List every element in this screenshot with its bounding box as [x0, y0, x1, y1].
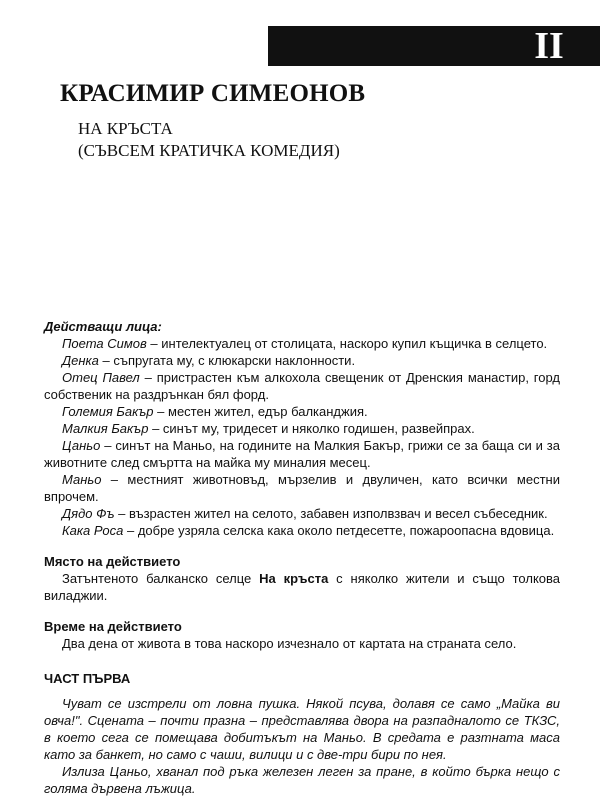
- character-desc: – интелектуалец от столицата, наскоро купил къщичка в селцето.: [146, 336, 548, 351]
- character-desc: – местен жител, едър балканджия.: [153, 404, 368, 419]
- place-name: На кръста: [259, 571, 329, 586]
- spacer: [44, 652, 560, 668]
- character-entry: [44, 369, 560, 403]
- character-name: Големия Бакър: [62, 404, 154, 419]
- spacer: [44, 687, 560, 695]
- character-desc: – синът на Маньо, на годините на Малкия Бакър, грижи се за баща си и за животните след смъртта на майка му миналия месец.: [44, 438, 560, 470]
- character-name: Дядо Фъ: [62, 506, 115, 521]
- author-name: КРАСИМИР СИМЕОНОВ: [60, 80, 366, 107]
- time-heading: Време на действието: [44, 619, 182, 634]
- character-desc: – възрастен жител на селото, забавен изполвзвач и весел събеседник.: [114, 506, 548, 521]
- play-title: [78, 118, 340, 162]
- document-body: [44, 318, 560, 797]
- place-text-before: Затънтеното балканско селце: [62, 571, 260, 586]
- character-entry: [44, 335, 560, 352]
- part-one-heading: ЧАСТ ПЪРВА: [44, 671, 131, 686]
- character-entry: [44, 471, 560, 505]
- character-entry: [44, 403, 560, 420]
- character-name: Отец Павел: [62, 370, 140, 385]
- spacer: [44, 604, 560, 618]
- page-number: II: [534, 25, 564, 67]
- character-name: Денка: [62, 353, 99, 368]
- character-entry: [44, 352, 560, 369]
- place-heading: Място на действието: [44, 554, 181, 569]
- stage-direction: Чуват се изстрели от ловна пушка. Някой псува, долавя се само „Майка ви овча!". Сцената – почти празна – представлява двора на разпадналото се ТКЗС, в което сега се помещава добитъкът на Маньо. В средата е разтната маса като за банкет, но само с чаши, вилици и с две-три бири по нея.: [44, 696, 560, 762]
- place-text-after: с няколко жители и също толкова виладжии.: [44, 571, 560, 603]
- time-text: Два дена от живота в това наскоро изчезнало от картата на страната село.: [62, 636, 517, 651]
- character-entry: [44, 505, 560, 522]
- character-entry: [44, 437, 560, 471]
- character-name: Поета Симов: [62, 336, 147, 351]
- play-title-line: НА КРЪСТА: [78, 119, 173, 138]
- character-desc: – синът му, тридесет и няколко годишен, развейпрах.: [148, 421, 475, 436]
- place-text: [44, 570, 560, 604]
- play-subtitle-line: (СЪВСЕМ КРАТИЧКА КОМЕДИЯ): [78, 141, 340, 160]
- spacer: [44, 539, 560, 553]
- character-name: Цаньо: [62, 438, 101, 453]
- character-desc: – съпругата му, с клюкарски наклонности.: [98, 353, 356, 368]
- character-name: Кака Роса: [62, 523, 124, 538]
- characters-heading: Действащи лица:: [44, 319, 162, 334]
- character-name: Малкия Бакър: [62, 421, 149, 436]
- character-desc: – добре узряла селска кака около петдесетте, пожароопасна вдовица.: [123, 523, 555, 538]
- character-name: Маньо: [62, 472, 102, 487]
- character-entry: [44, 522, 560, 539]
- character-entry: [44, 420, 560, 437]
- character-desc: – пристрастен към алкохола свещеник от Дренския манастир, горд собственик на раздрънкан бял форд.: [44, 370, 561, 402]
- stage-direction: Излиза Цаньо, хванал под ръка железен леген за пране, в който бърка нещо с голяма дървена лъжица.: [44, 764, 560, 796]
- character-desc: – местният животновъд, мързелив и двуличен, като всички местни впрочем.: [44, 472, 560, 504]
